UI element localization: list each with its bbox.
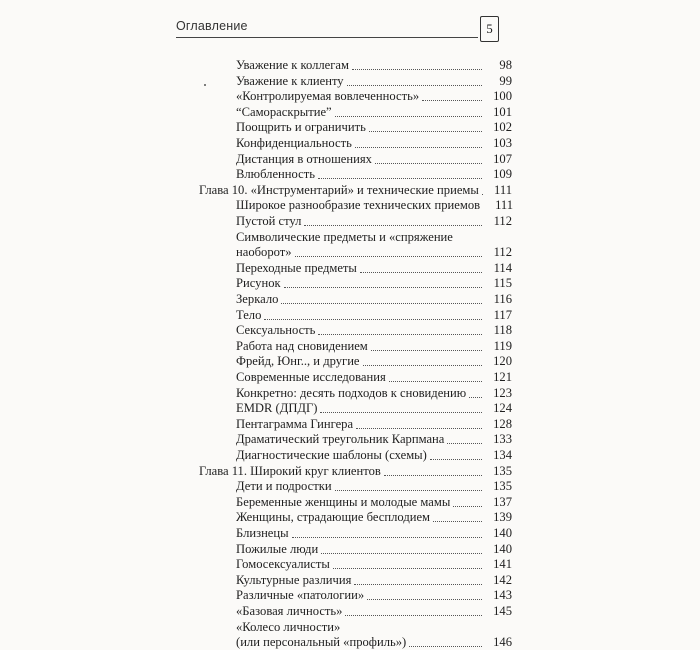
toc-entry <box>236 525 512 541</box>
dot-leader <box>292 537 482 538</box>
dot-leader <box>318 334 482 335</box>
toc-entry <box>236 322 512 338</box>
toc-entry-title: Широкое разнообразие технических приемов <box>236 197 480 213</box>
dot-leader <box>389 381 482 382</box>
dot-leader <box>453 506 482 507</box>
toc-entry-title: «Колесо личности» <box>236 619 340 635</box>
toc-entry <box>236 73 512 89</box>
toc-entry-page: 120 <box>485 353 512 369</box>
toc-entry <box>236 275 512 291</box>
toc-entry-title: Близнецы <box>236 525 289 541</box>
toc-entry-title: Влюбленность <box>236 166 315 182</box>
toc-entry-title: Работа над сновидением <box>236 338 368 354</box>
toc-entry-page: 139 <box>485 509 512 525</box>
toc-entry-title: Конфиденциальность <box>236 135 352 151</box>
toc-entry-title: Уважение к коллегам <box>236 57 349 73</box>
toc-entry-title: Диагностические шаблоны (схемы) <box>236 447 427 463</box>
toc-entry-page: 135 <box>485 478 512 494</box>
toc-entry-page: 137 <box>485 494 512 510</box>
dot-leader <box>320 412 482 413</box>
toc-entry <box>236 416 512 432</box>
toc-entry <box>199 463 512 479</box>
toc-entry <box>236 166 512 182</box>
toc-entry <box>236 244 512 260</box>
toc-entry-title: Дети и подростки <box>236 478 332 494</box>
toc-entry <box>236 119 512 135</box>
toc-entry <box>236 307 512 323</box>
dot-leader <box>318 178 482 179</box>
toc-entry-title: «Контролируемая вовлеченность» <box>236 88 419 104</box>
toc-entry <box>236 634 512 650</box>
toc-entry-title: Гомосексуалисты <box>236 556 330 572</box>
toc-entry-title: (или персональный «профиль») <box>236 634 406 650</box>
toc-entry-title: Конкретно: десять подходов к сновидению <box>236 385 466 401</box>
dot-leader <box>354 584 482 585</box>
toc-entry-page: 101 <box>485 104 512 120</box>
toc-entry-page: 117 <box>485 307 512 323</box>
toc-entry-page: 128 <box>485 416 512 432</box>
dot-leader <box>433 521 482 522</box>
dot-leader <box>360 272 482 273</box>
toc-entry-page: 112 <box>485 213 512 229</box>
toc-entry-page: 98 <box>485 57 512 73</box>
toc-entry <box>236 509 512 525</box>
dot-leader <box>295 256 482 257</box>
toc-entry-page: 99 <box>485 73 512 89</box>
toc-entry <box>236 541 512 557</box>
toc-entry <box>236 88 512 104</box>
toc-entry <box>236 57 512 73</box>
toc-entry-title: Дистанция в отношениях <box>236 151 372 167</box>
dot-leader <box>284 287 482 288</box>
toc-entry-title: Женщины, страдающие бесплодием <box>236 509 430 525</box>
toc-entry-title: Глава 10. «Инструментарий» и технические приемы <box>199 182 479 198</box>
toc-entry <box>236 603 512 619</box>
toc-entry-page: 111 <box>486 197 513 213</box>
dot-leader <box>371 350 482 351</box>
toc-entry-page: 140 <box>485 541 512 557</box>
toc-entry-title: Драматический треугольник Карпмана <box>236 431 444 447</box>
toc-entry <box>236 556 512 572</box>
dot-leader <box>375 163 482 164</box>
toc-entry-title: Символические предметы и «спряжение <box>236 229 453 245</box>
toc-entry-title: Культурные различия <box>236 572 351 588</box>
toc-entry <box>236 572 512 588</box>
toc-entry-page: 135 <box>485 463 512 479</box>
dot-leader <box>352 69 482 70</box>
toc-entry-page: 102 <box>485 119 512 135</box>
dot-leader <box>347 85 482 86</box>
toc-entry-page: 103 <box>485 135 512 151</box>
toc-entry-title: Сексуальность <box>236 322 315 338</box>
toc-entry <box>236 369 512 385</box>
toc-entry-title: Тело <box>236 307 261 323</box>
dot-leader <box>335 116 482 117</box>
toc-entry-title: EMDR (ДПДГ) <box>236 400 317 416</box>
toc-entry-page: 109 <box>485 166 512 182</box>
toc-entry-title: Глава 11. Широкий круг клиентов <box>199 463 381 479</box>
toc-entry <box>199 182 512 198</box>
toc-entry-page: 114 <box>485 260 512 276</box>
toc-entry-page: 116 <box>485 291 512 307</box>
toc-entry <box>236 291 512 307</box>
toc-entry <box>236 494 512 510</box>
toc-entry <box>236 400 512 416</box>
toc-entry-page: 146 <box>485 634 512 650</box>
toc-entry-title: Переходные предметы <box>236 260 357 276</box>
toc-entry-page: 143 <box>485 587 512 603</box>
toc-entry <box>236 151 512 167</box>
toc-entry <box>236 478 512 494</box>
toc-entry-title: Различные «патологии» <box>236 587 364 603</box>
toc-entry-page: 123 <box>485 385 512 401</box>
dot-leader <box>363 365 482 366</box>
dot-leader <box>345 615 482 616</box>
dot-leader <box>409 646 482 647</box>
toc-entry-page: 145 <box>485 603 512 619</box>
dot-leader <box>335 490 482 491</box>
toc-entry-title: “Самораскрытие” <box>236 104 332 120</box>
toc-entry <box>236 104 512 120</box>
toc-entry <box>236 385 512 401</box>
toc-entry <box>236 197 512 213</box>
toc-entry <box>236 447 512 463</box>
toc-entry-page: 118 <box>485 322 512 338</box>
toc-entry <box>236 213 512 229</box>
toc-entry <box>236 135 512 151</box>
toc-entry <box>236 338 512 354</box>
toc-entry-page: 140 <box>485 525 512 541</box>
toc-entry-title: Беременные женщины и молодые мамы <box>236 494 450 510</box>
toc-entry-page: 124 <box>485 400 512 416</box>
toc-entry-title: Пустой стул <box>236 213 301 229</box>
dot-leader <box>304 225 482 226</box>
toc-entry <box>236 587 512 603</box>
dot-leader <box>355 147 482 148</box>
toc-entry-title: Рисунок <box>236 275 281 291</box>
dot-leader <box>321 553 482 554</box>
dot-leader <box>281 303 482 304</box>
toc-entry-title: Пожилые люди <box>236 541 318 557</box>
dot-leader <box>430 459 482 460</box>
toc-entry-page: 142 <box>485 572 512 588</box>
toc-entry-title: наоборот» <box>236 244 292 260</box>
toc-entry-page: 100 <box>485 88 512 104</box>
dot-leader <box>469 397 482 398</box>
toc-entry <box>236 431 512 447</box>
toc-entry-page: 112 <box>485 244 512 260</box>
dot-leader <box>264 319 482 320</box>
toc-entry-page: 141 <box>485 556 512 572</box>
section-title: Оглавление <box>176 19 248 33</box>
toc-entry-title: Фрейд, Юнг.., и другие <box>236 353 360 369</box>
toc-entry-title: Современные исследования <box>236 369 386 385</box>
toc-entry <box>236 260 512 276</box>
toc-entry-title: «Базовая личность» <box>236 603 342 619</box>
dot-leader <box>384 475 482 476</box>
page-number: 5 <box>480 16 499 42</box>
toc-entry-page: 111 <box>485 182 512 198</box>
toc-entry-title: Зеркало <box>236 291 278 307</box>
toc-entry-title: Уважение к клиенту <box>236 73 344 89</box>
toc-entry-page: 134 <box>485 447 512 463</box>
toc-entry-page: 133 <box>485 431 512 447</box>
dot-leader <box>369 131 482 132</box>
toc-entry-title: Поощрить и ограничить <box>236 119 366 135</box>
toc-entry-page: 107 <box>485 151 512 167</box>
toc-entry-page: 119 <box>485 338 512 354</box>
toc-entry-title: Пентаграмма Гингера <box>236 416 353 432</box>
dot-leader <box>356 428 482 429</box>
toc-entry-page: 115 <box>485 275 512 291</box>
dot-leader <box>333 568 482 569</box>
toc-entry <box>236 353 512 369</box>
dot-leader <box>422 100 482 101</box>
dot-leader <box>447 443 482 444</box>
toc-entry-page: 121 <box>485 369 512 385</box>
